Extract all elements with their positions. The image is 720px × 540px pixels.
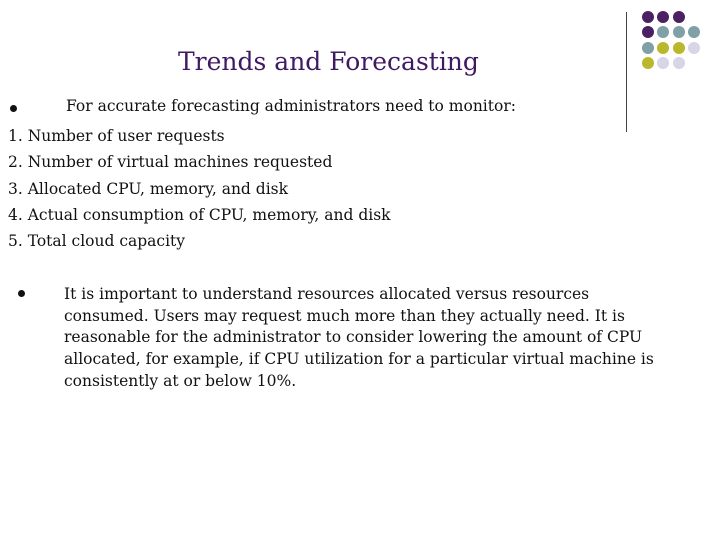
decoration-dot (657, 11, 669, 23)
decoration-dot (642, 26, 654, 38)
bullet-icon (10, 105, 17, 112)
decoration-dot (673, 26, 685, 38)
slide-title: Trends and Forecasting (178, 47, 479, 76)
list-item: 3. Allocated CPU, memory, and disk (8, 179, 288, 198)
decoration-dot (657, 57, 669, 69)
decoration-divider (626, 12, 627, 132)
decoration-dot (657, 26, 669, 38)
list-item: 1. Number of user requests (8, 127, 225, 145)
decoration-dot (673, 57, 685, 69)
monitor-list (8, 123, 391, 254)
decoration-dot (642, 57, 654, 69)
decoration-dot (688, 26, 700, 38)
decoration-dot (642, 11, 654, 23)
list-item: 5. Total cloud capacity (8, 232, 186, 251)
bullet-icon (18, 290, 25, 297)
list-item: 2. Number of virtual machines requested (8, 153, 333, 172)
decoration-dot (673, 11, 685, 23)
decoration-dot (673, 42, 685, 54)
intro-text: For accurate forecasting administrators need to monitor: (66, 97, 516, 115)
note-paragraph: It is important to understand resources allocated versus resources consumed. Users may request much more than they actually need. It is reasonable for the administrator to consider lowering the amount of CPU allocated, for example, if CPU utilization for a particular virtual machine is consistently at or below 10%. (64, 285, 654, 390)
list-item: 4. Actual consumption of CPU, memory, and disk (8, 205, 391, 224)
decoration-dot (642, 42, 654, 54)
decoration-dot (688, 42, 700, 54)
decoration-dot (657, 42, 669, 54)
